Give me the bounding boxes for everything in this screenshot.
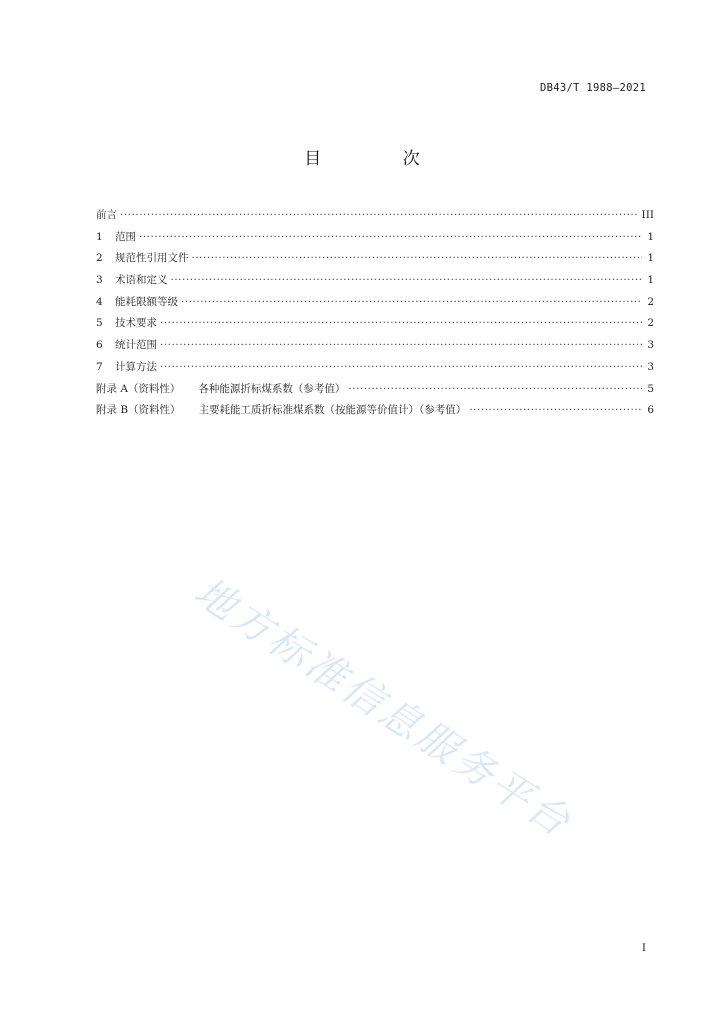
toc-leader-dots — [348, 379, 642, 401]
toc-entry-label: 各种能源折标煤系数（参考值） — [198, 382, 346, 395]
watermark-text: 地方标准信息服务平台 — [186, 568, 581, 848]
toc-entry-7[interactable] — [96, 357, 654, 379]
toc-leader-dots — [469, 400, 642, 422]
toc-leader-dots — [120, 205, 638, 227]
table-of-contents — [96, 205, 654, 422]
toc-entry-page: III — [641, 209, 654, 221]
toc-entry-page: 1 — [647, 252, 654, 265]
toc-leader-dots — [171, 270, 643, 292]
toc-entry-number: 4 — [96, 295, 103, 308]
toc-leader-dots — [192, 248, 643, 270]
toc-entry-label: 主要耗能工质折标准煤系数（按能源等价值计）（参考值） — [198, 404, 467, 417]
page-title: 目 次 — [304, 149, 458, 169]
toc-entry-appendix-b[interactable] — [96, 400, 654, 422]
toc-entry-label: 规范性引用文件 — [115, 252, 189, 265]
toc-leader-dots — [160, 313, 642, 335]
toc-entry-page: 2 — [647, 295, 654, 308]
toc-entry-4[interactable] — [96, 292, 654, 314]
toc-entry-page: 3 — [647, 339, 654, 352]
toc-entry-6[interactable] — [96, 335, 654, 357]
toc-entry-page: 1 — [647, 274, 654, 287]
toc-leader-dots — [181, 292, 642, 314]
toc-entry-label: 前言 — [96, 209, 117, 221]
toc-entry-number: 1 — [96, 230, 103, 243]
document-code: DB43/T 1988—2021 — [540, 82, 646, 94]
toc-leader-dots — [139, 227, 642, 249]
toc-entry-label: 范围 — [115, 230, 136, 243]
toc-leader-dots — [160, 357, 642, 379]
toc-entry-number: 7 — [96, 360, 103, 373]
toc-appendix-prefix: 附录 B（资料性） — [96, 404, 181, 417]
toc-entry-page: 6 — [647, 404, 654, 417]
toc-entry-page: 5 — [647, 382, 654, 395]
toc-entry-5[interactable] — [96, 313, 654, 335]
toc-entry-1[interactable] — [96, 227, 654, 249]
toc-entry-page: 2 — [647, 317, 654, 330]
toc-entry-page: 3 — [647, 360, 654, 373]
toc-entry-foreword[interactable] — [96, 205, 654, 227]
toc-entry-number: 5 — [96, 317, 103, 330]
toc-entry-page: 1 — [647, 230, 654, 243]
toc-entry-label: 统计范围 — [115, 339, 157, 352]
page-number: I — [641, 942, 646, 954]
toc-entry-label: 术语和定义 — [115, 274, 168, 287]
toc-entry-label: 技术要求 — [115, 317, 157, 330]
toc-entry-number: 3 — [96, 274, 103, 287]
toc-appendix-prefix: 附录 A（资料性） — [96, 382, 181, 395]
toc-entry-3[interactable] — [96, 270, 654, 292]
toc-entry-label: 能耗限额等级 — [115, 295, 178, 308]
toc-entry-2[interactable] — [96, 248, 654, 270]
toc-entry-number: 2 — [96, 252, 103, 265]
toc-entry-number: 6 — [96, 339, 103, 352]
toc-entry-label: 计算方法 — [115, 360, 157, 373]
toc-entry-appendix-a[interactable] — [96, 379, 654, 401]
toc-leader-dots — [160, 335, 642, 357]
